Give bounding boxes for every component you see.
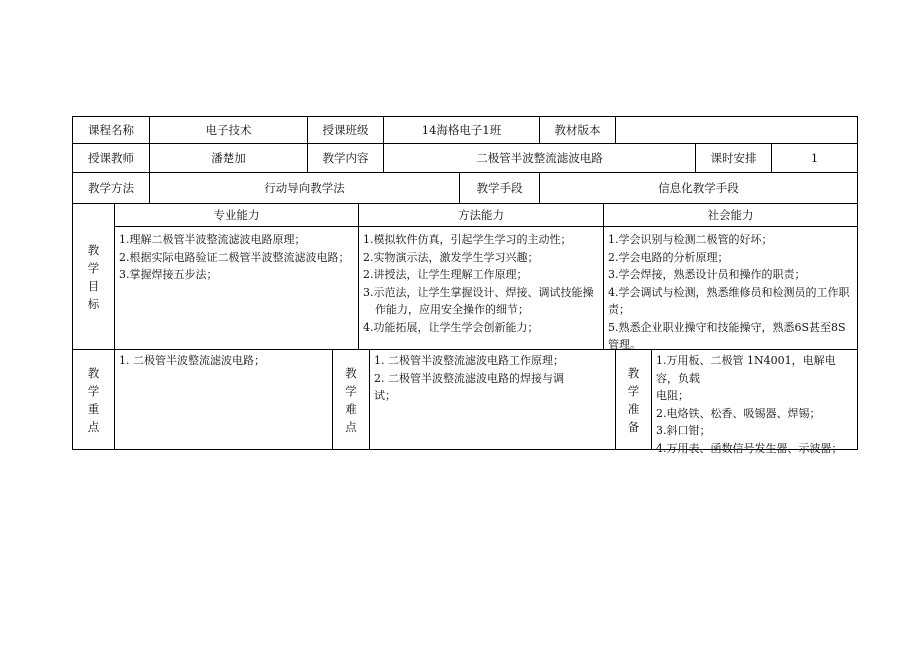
social-line: 1.学会识别与检测二极管的好坏； [608, 233, 773, 246]
teacher-value: 潘楚加 [149, 144, 307, 172]
key-point-line: 1. 二极管半波整流滤波电路； [119, 354, 265, 367]
edition-label: 教材版本 [539, 117, 615, 143]
difficulty-line: 2. 二极管半波整流滤波电路的焊接与调 [374, 371, 564, 385]
social-line: 2.学会电路的分析原理； [608, 250, 729, 264]
key-points-label: 教 学 重 点 [87, 365, 100, 434]
method-header: 方法能力 [359, 204, 603, 227]
professional-ability [114, 204, 358, 349]
method-line: 1.模拟软件仿真，引起学生学习的主动性； [363, 233, 572, 246]
social-line: 4.学会调试与检测，熟悉维修员和检测员的工作职 [608, 285, 850, 299]
social-ability [603, 204, 857, 349]
method-line: 作能力，应用安全操作的细节； [375, 303, 529, 316]
professional-line: 3.掌握焊接五步法； [119, 268, 218, 281]
difficulty-line: 1. 二极管半波整流滤波电路工作原理； [374, 354, 564, 367]
difficulties-content [369, 350, 615, 449]
difficulty-line: 试； [374, 389, 396, 402]
social-header: 社会能力 [604, 204, 857, 227]
method-line: 4.功能拓展，让学生学会创新能力； [363, 320, 539, 334]
preparation-line: 4.万用表、函数信号发生器、示波器； [656, 441, 843, 455]
method-ability [358, 204, 603, 349]
table-row-bottom [72, 349, 858, 455]
hours-label: 课时安排 [695, 144, 771, 172]
edition-value [615, 117, 857, 143]
course-label: 课程名称 [88, 122, 134, 137]
means-value: 信息化教学手段 [539, 173, 857, 203]
method-line: 2.讲授法，让学生理解工作原理； [363, 268, 528, 281]
table-row-course [72, 116, 858, 144]
class-label: 授课班级 [307, 117, 383, 143]
preparation-line: 2.电烙铁、松香、吸锡器、焊锡； [656, 406, 821, 420]
social-line: 责； [608, 303, 630, 316]
teacher-label: 授课教师 [88, 150, 134, 165]
preparation-content [651, 350, 857, 455]
means-label: 教学手段 [459, 173, 539, 203]
difficulties-label: 教 学 难 点 [332, 350, 369, 449]
professional-line: 1.理解二极管半波整流滤波电路原理； [119, 233, 306, 246]
method-label: 教学方法 [88, 180, 134, 195]
social-line: 5.熟悉企业职业操守和技能操守，熟悉6S甚至8S [608, 320, 846, 334]
hours-value: 1 [771, 144, 857, 172]
social-line: 管理。 [608, 338, 641, 351]
method-value: 行动导向教学法 [149, 173, 459, 203]
content-label: 教学内容 [307, 144, 383, 172]
course-value: 电子技术 [149, 117, 307, 143]
preparation-line: 电阻； [656, 389, 689, 402]
goals-label: 教 学 目 标 [87, 242, 100, 311]
class-value: 14海格电子1班 [383, 117, 539, 143]
content-value: 二极管半波整流滤波电路 [383, 144, 695, 172]
professional-line: 2.根据实际电路验证二极管半波整流滤波电路； [119, 250, 350, 264]
table-row-goals [72, 203, 858, 350]
professional-header: 专业能力 [115, 204, 358, 227]
key-points-content [114, 350, 332, 449]
preparation-line: 1.万用板、二极管 1N4001，电解电容，负载 [656, 354, 836, 385]
method-line: 3.示范法，让学生掌握设计、焊接、调试技能操 [363, 285, 594, 299]
preparation-label: 教 学 准 备 [615, 350, 651, 449]
social-line: 3.学会焊接，熟悉设计员和操作的职责； [608, 268, 806, 281]
method-line: 2.实物演示法，激发学生学习兴趣； [363, 250, 539, 264]
table-row-teacher [72, 143, 858, 173]
preparation-line: 3.斜口钳； [656, 424, 711, 437]
table-row-method [72, 172, 858, 204]
